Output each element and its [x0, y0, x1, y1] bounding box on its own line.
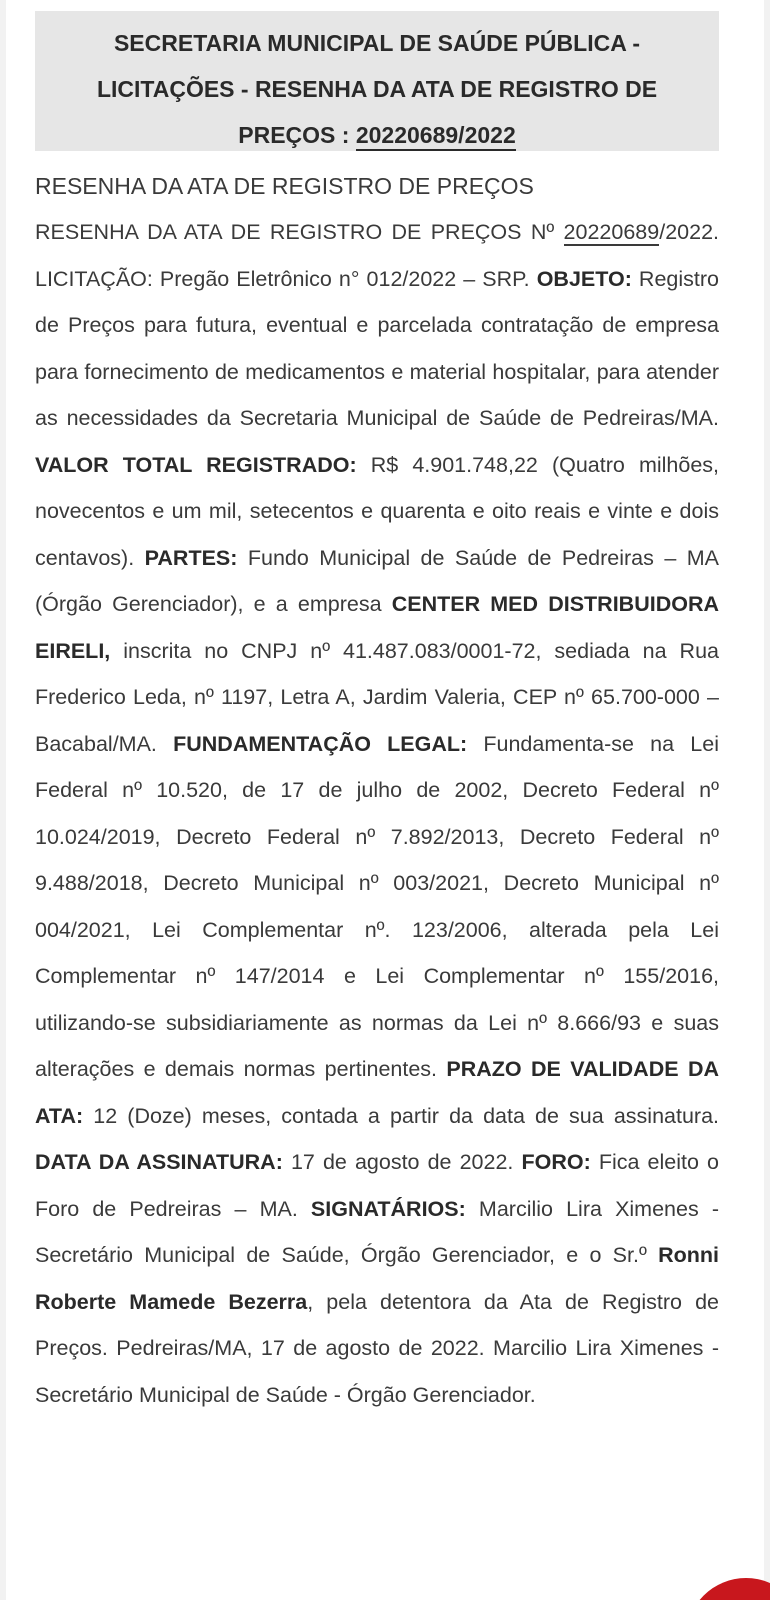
valor-label: VALOR TOTAL REGISTRADO:	[35, 452, 357, 477]
document-header	[35, 11, 719, 151]
signatarios-label: SIGNATÁRIOS:	[310, 1196, 466, 1221]
prazo-label: PRAZO DE VALIDADE DA ATA:	[35, 1057, 720, 1128]
objeto-label: OBJETO:	[536, 266, 632, 291]
signatarios-text-1: Marcilio Lira Ximenes - Secretário Municipal de Saúde, Órgão Gerenciador, e o Sr.º	[35, 1196, 719, 1267]
document-subtitle: RESENHA DA ATA DE REGISTRO DE PREÇOS	[35, 173, 534, 199]
partes-text-2: inscrita no CNPJ nº 41.487.083/0001-72, sediada na Rua Frederico Leda, nº 1197, Letra A, Jardim Valeria, CEP nº 65.700-000 – Bacabal/MA.	[35, 638, 719, 756]
floating-action-button[interactable]	[686, 1578, 770, 1600]
page-right-edge	[764, 0, 770, 1600]
header-title-line1: SECRETARIA MUNICIPAL DE SAÚDE PÚBLICA -	[113, 30, 641, 56]
foro-label: FORO:	[521, 1150, 591, 1174]
objeto-text: Registro de Preços para futura, eventual e parcelada contratação de empresa para fornecimento de medicamentos e material hospitalar, para atender as necessidades da Secretaria Municipal de Saúde de Pedreiras/MA.	[35, 266, 719, 430]
partes-label: PARTES:	[144, 545, 238, 570]
fundamentacao-text: Fundamenta-se na Lei Federal nº 10.520, de 17 de julho de 2002, Decreto Federal nº 10.024/2019, Decreto Federal nº 7.892/2013, Decreto Federal nº 9.488/2018, Decreto Municipal nº 003/2021, Decreto Municipal nº 004/2021, Lei Complementar nº. 123/2006, alterada pela Lei Complementar nº 147/2014 e Lei Complementar nº 155/2016, utilizando-se subsidiariamente as normas da Lei nº 8.666/93 e suas alterações e demais normas pertinentes.	[35, 731, 719, 1081]
prazo-text: 12 (Doze) meses, contada a partir da data de sua assinatura.	[83, 1103, 719, 1128]
intro-text: RESENHA DA ATA DE REGISTRO DE PREÇOS Nº	[35, 220, 564, 244]
data-assinatura-text: 17 de agosto de 2022.	[282, 1150, 522, 1174]
valor-text: R$ 4.901.748,22 (Quatro milhões, novecentos e um mil, setecentos e quarenta e oito reais e vinte e dois centavos).	[35, 452, 719, 570]
foro-text: Fica eleito o Foro de Pedreiras – MA.	[35, 1150, 719, 1221]
ata-number-link[interactable]: 20220689	[563, 220, 660, 244]
fundamentacao-label: FUNDAMENTAÇÃO LEGAL:	[173, 731, 468, 756]
page-left-edge	[0, 0, 6, 1600]
partes-text-1: Fundo Municipal de Saúde de Pedreiras – MA (Órgão Gerenciador), e a empresa	[35, 545, 719, 616]
empresa-name: CENTER MED DISTRIBUIDORA EIRELI,	[35, 592, 720, 663]
header-title	[57, 20, 697, 158]
header-title-prefix: PREÇOS :	[238, 122, 356, 148]
header-title-line2: LICITAÇÕES - RESENHA DA ATA DE REGISTRO DE	[96, 76, 658, 102]
licitacao-text: /2022. LICITAÇÃO: Pregão Eletrônico n° 012/2022 – SRP.	[35, 220, 719, 291]
header-ata-number-link[interactable]: 20220689/2022	[356, 122, 516, 151]
signatarios-text-2: , pela detentora da Ata de Registro de Preços. Pedreiras/MA, 17 de agosto de 2022. Marcilio Lira Ximenes - Secretário Municipal de Saúde - Órgão Gerenciador.	[35, 1289, 719, 1407]
signatario-name: Ronni Roberte Mamede Bezerra	[35, 1243, 719, 1314]
document-content	[35, 163, 719, 1418]
document-body	[35, 209, 719, 1418]
data-assinatura-label: DATA DA ASSINATURA:	[35, 1150, 283, 1174]
